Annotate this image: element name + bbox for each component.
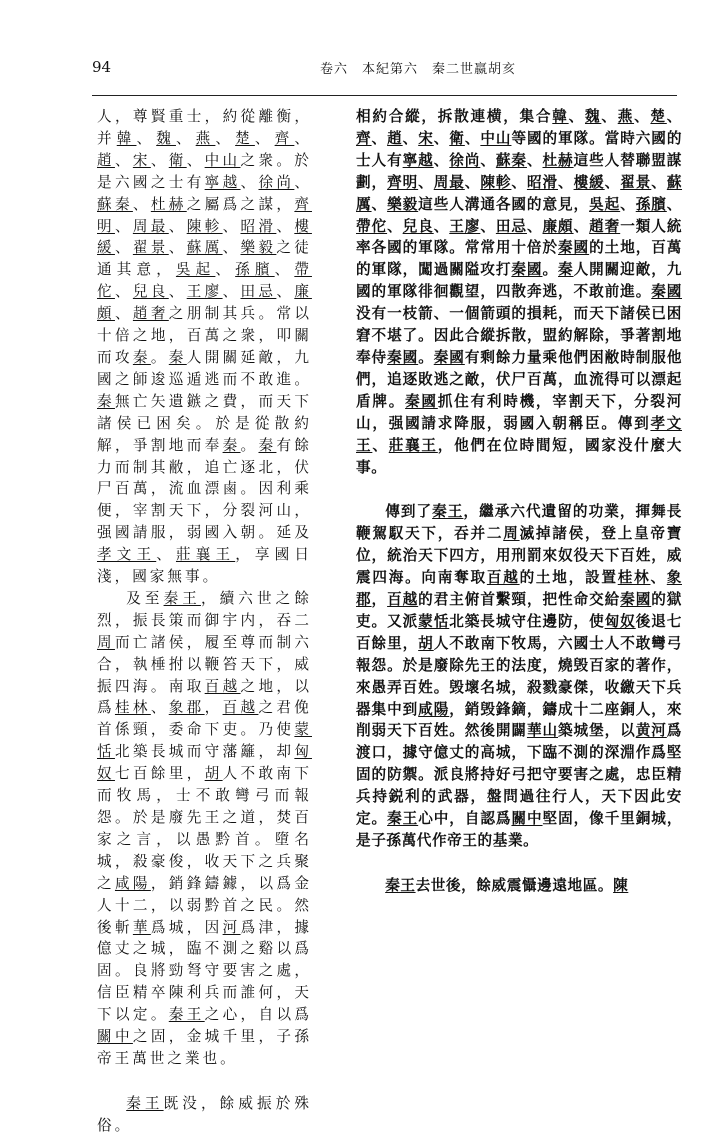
header-rule (92, 95, 677, 96)
paragraph-gap (356, 478, 682, 501)
classical-text-column (97, 106, 312, 1137)
running-head: 卷六 本紀第六 秦二世嬴胡亥 (320, 62, 517, 77)
paragraph: 秦王既没，餘威振於殊俗。 (97, 1094, 312, 1134)
paragraph: 人，尊賢重士，約從離衡，并韓、魏、燕、楚、齊、趙、宋、衛、中山之衆。於是六國之士有寧越、徐尚、蘇秦、杜赫之屬爲之謀，齊明、周最、陳軫、昭滑、樓緩、翟景、蘇厲、樂毅之徒通其意，吳起、孫臏、帶佗、兒良、王廖、田忌、廉頗、趙奢之朋制其兵。常以十倍之地，百萬之衆，叩關而攻秦。秦人開關延敵，九國之師逡巡遁逃而不敢進。秦無亡矢遺鏃之費，而天下諸侯已困矣。於是從散約解，爭割地而奉秦。秦有餘力而制其敝，追亡逐北，伏尸百萬，流血漂鹵。因利乘便，宰割天下，分裂河山，强國請服，弱國入朝。延及孝文王、莊襄王，享國日淺，國家無事。 (97, 108, 312, 586)
paragraph-gap (97, 1070, 312, 1093)
translation-column (356, 106, 682, 897)
paragraph: 相約合縱，拆散連横，集合韓、魏、燕、楚、齊、趙、宋、衛、中山等國的軍隊。當時六國的士人有寧越、徐尚、蘇秦、杜赫這些人替聯盟謀劃，齊明、周最、陳軫、昭滑、樓緩、翟景、蘇厲、樂毅這些人溝通各國的意見，吳起、孫臏、帶佗、兒良、王廖、田忌、廉頗、趙奢一類人統率各國的軍隊。常常用十倍於秦國的土地，百萬的軍隊，闖過關隘攻打秦國。秦人開關迎敵，九國的軍隊徘徊觀望，四散奔逃，不敢前進。秦國没有一枝箭、一個箭頭的損耗，而天下諸侯已困窘不堪了。因此合縱拆散，盟約解除，爭著割地奉侍秦國。秦國有剩餘力量乘他們困敝時制服他們，追逐敗逃之敵，伏尸百萬，血流得可以漂起盾牌。秦國抓住有利時機，宰割天下，分裂河山，强國請求降服，弱國入朝稱臣。傳到孝文王、莊襄王，他們在位時間短，國家没什麼大事。 (356, 108, 683, 476)
paragraph: 及至秦王，續六世之餘烈，振長策而御宇内，吞二周而亡諸侯，履至尊而制六合，執棰拊以鞭笞天下，威振四海。南取百越之地，以爲桂林、象郡，百越之君俛首係頸，委命下吏。乃使蒙恬北築長城而守藩籬，却匈奴七百餘里，胡人不敢南下而牧馬，士不敢彎弓而報怨。於是廢先王之道，焚百家之言，以愚黔首。墮名城，殺豪俊，收天下之兵聚之咸陽，銷鋒鑄鐻，以爲金人十二，以弱黔首之民。然後斬華爲城，因河爲津，據億丈之城，臨不測之谿以爲固。良將勁弩守要害之處，信臣精卒陳利兵而誰何，天下以定。秦王之心，自以爲關中之固，金城千里，子孫帝王萬世之業也。 (97, 589, 312, 1067)
page-header (40, 58, 676, 88)
paragraph: 秦王去世後，餘威震懾邊遠地區。陳 (385, 876, 629, 894)
paragraph-gap (356, 852, 682, 875)
page-number: 94 (92, 58, 112, 76)
paragraph: 傳到了秦王，繼承六代遺留的功業，揮舞長鞭駕馭天下，吞并二周滅掉諸侯，登上皇帝寶位，統治天下四方，用刑罰來奴役天下百姓，威震四海。向南奪取百越的土地，設置桂林、象郡，百越的君主俯首繫頸，把性命交給秦國的獄吏。又派蒙恬北築長城守住邊防，使匈奴後退七百餘里，胡人不敢南下牧馬，六國士人不敢彎弓報怨。於是廢除先王的法度，燒毁百家的著作，來愚弄百姓。毁壞名城，殺戮豪傑，收繳天下兵器集中到咸陽，銷毁鋒鏑，鑄成十二座銅人，來削弱天下百姓。然後開闢華山築城堡，以黄河爲渡口，據守億丈的高城，下臨不測的深淵作爲堅固的防禦。派良將持好弓把守要害之處，忠臣精兵持鋭利的武器，盤問過往行人，天下因此安定。秦王心中，自認爲關中堅固，像千里銅城，是子孫萬代作帝王的基業。 (356, 503, 683, 849)
